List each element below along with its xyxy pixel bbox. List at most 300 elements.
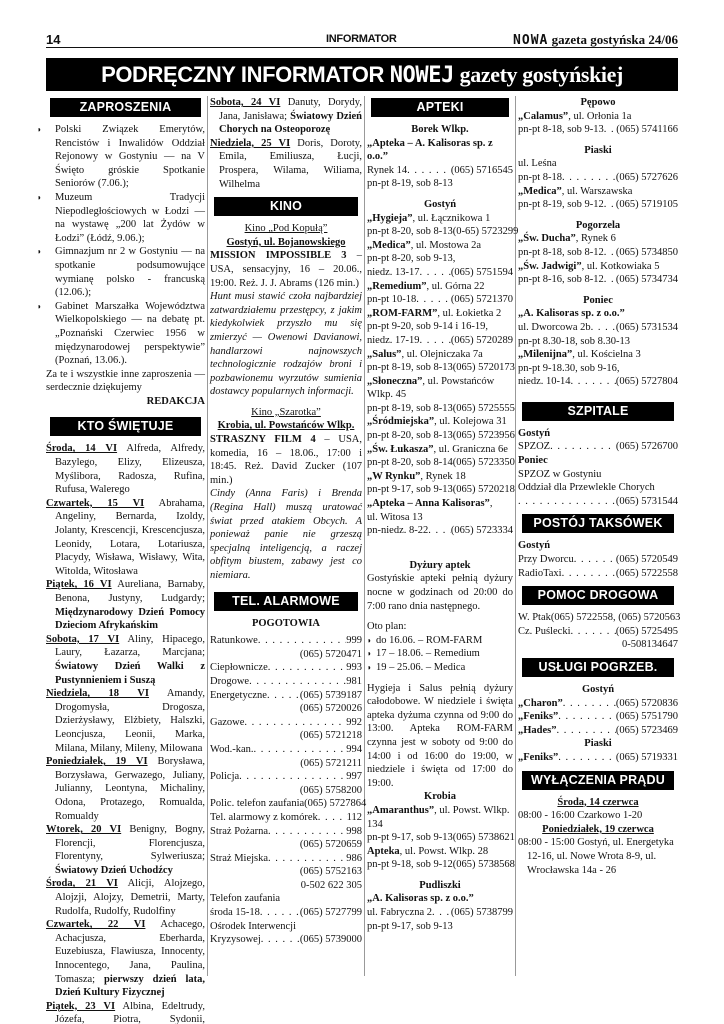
pharmacy-list-more: [367, 790, 513, 940]
taxi-row-dots: [562, 567, 616, 581]
emergency-phone-row-value: 993: [346, 662, 362, 674]
roadside-row: [518, 625, 678, 639]
duty-plan-text: 19 – 25.06. – Medica: [376, 661, 466, 673]
pharmacy-name: [367, 280, 513, 294]
pharmacy-address: , Rynek 6: [575, 233, 616, 245]
pharmacy-hours-row-value: (065) 5716545: [450, 164, 513, 176]
name-day-date: Czwartek, 15 VI: [46, 497, 145, 509]
banner-lead: PODRĘCZNY INFORMATOR: [101, 62, 384, 87]
funeral-row-value: (065) 5751790: [615, 711, 678, 723]
pharmacy-name: [367, 212, 513, 226]
invitation-item: [37, 245, 205, 299]
emergency-phone-row-value: (065) 5739000: [299, 934, 362, 946]
cinema-address: Krobia, ul. Powstańców Wlkp.: [217, 420, 355, 432]
pharmacy-hours: pn-pt 9-20, sob 9-14 i 16-19,: [367, 321, 489, 333]
pharmacy-hours-row-value: (065) 5725555: [452, 402, 515, 414]
roadside-row-label: Cz. Puślecki: [518, 625, 571, 637]
section-heading-zaproszenia: ZAPROSZENIA: [50, 98, 201, 117]
pharmacy-name-bold: „W Rynku”: [367, 470, 421, 482]
pharmacy-hours-row-value: (065) 5720289: [450, 334, 513, 346]
emergency-phone-list: [210, 634, 367, 947]
name-day-names: Alicji, Alojzego, Alojzji, Alojzy, Demetrii, Marty, Rudolfa, Rudolfy, Rudolfiny: [55, 878, 205, 917]
pharmacy-hours-row-dots: [571, 375, 616, 389]
pharmacy-hours-row-label: Rynek 14: [367, 164, 408, 176]
emergency-phone-row-dots: [261, 933, 300, 947]
taxi-row: [518, 567, 678, 581]
film-info: [210, 433, 362, 487]
pharmacy-hours-row-value: (065) 5738621: [452, 832, 515, 844]
name-day-date: Środa, 14 VI: [46, 443, 118, 455]
pharmacy-name-bold: „Salus”: [367, 348, 402, 360]
emergency-phone-row: [210, 661, 362, 675]
name-day-names: Abrahama, Angeliny, Bernarda, Izoldy, Jolanty, Krescencji, Krescencjusza, Leonidy, Lotara, Lotariusza, Placydy, Wisława, Wisławy, Wita, Witolda, Witosława: [55, 497, 205, 577]
spacer: [518, 212, 678, 219]
section-heading-kino: KINO: [214, 197, 358, 216]
pharmacy-hours-row-value: (065) 5741166: [616, 124, 678, 136]
emergency-phone-row-label: Polic. telefon zaufania: [210, 798, 305, 810]
taxi-list: [518, 553, 678, 580]
banner-tail: gazety gostyńskiej: [459, 62, 623, 87]
emergency-phone-row: [210, 675, 362, 689]
pharmacy-hours-row: [367, 831, 513, 845]
emergency-phone-row-value: 992: [346, 716, 362, 728]
duty-plan-label: Oto plan:: [367, 621, 407, 633]
pharmacy-name-bold: Apteka: [367, 845, 400, 857]
roadside-help-list: [518, 611, 681, 652]
pharmacy-hours-row: [367, 906, 513, 920]
pharmacy-hours-row: [367, 225, 519, 239]
pharmacy-hours-row-value: (065) 5731534: [615, 321, 678, 333]
pharmacy-hours-row-label: pn-niedz. 8-22: [367, 525, 429, 537]
invitation-item: [37, 300, 205, 368]
emergency-phone-row-value: 997: [346, 771, 362, 783]
name-day-entry: [210, 137, 362, 191]
pharmacy-hours-row-label: pn-pt 8-20, sob 8-14: [367, 457, 453, 469]
name-day-names: Doris, Doroty, Emila, Emiliusza, Łucji, Prospera, Wilama, Wiliama, Wilhelma: [219, 137, 362, 190]
pharmacy-name-bold: „Św. Łukasza”: [367, 443, 434, 455]
pharmacy-name: [367, 804, 513, 831]
emergency-phone-row: [210, 743, 362, 757]
duty-plan-item: [367, 647, 513, 661]
pharmacy-name: [518, 185, 678, 199]
funeral-town: Piaski: [584, 738, 612, 750]
pharmacy-name-bold: „Milenijna”: [518, 349, 573, 361]
bullet-icon: ◗: [37, 247, 42, 257]
pharmacy-hours: pn-pt 8.30-18, sob 8.30-13: [518, 335, 630, 347]
duty-plan-item: [367, 634, 513, 648]
emergency-phone-number: (065) 5720471: [299, 648, 362, 660]
section-heading-pomoc-drogowa: POMOC DROGOWA: [522, 586, 674, 605]
pharmacy-hours-row: [367, 858, 513, 872]
name-day-date: Czwartek, 22 VI: [46, 919, 146, 931]
banner-nowej: NOWEJ: [389, 63, 454, 88]
emergency-phone-row-value: 112: [346, 811, 362, 823]
bullet-icon: ◗: [37, 125, 42, 134]
pharmacy-name: [367, 137, 513, 164]
pharmacy-hours-row-value: (065) 5727626: [615, 171, 678, 183]
pharmacy-address: , ul. Łącznikowa 1: [412, 212, 491, 224]
pharmacy-hours-row-label: ul. Dworcowa 2b: [518, 321, 591, 333]
section-heading-tel-alarmowe: TEL. ALARMOWE: [214, 592, 358, 611]
pharmacy-hours-row-dots: [432, 906, 451, 920]
pharmacy-name-bold: „Apteka – A. Kalisoras sp. z o.o.”: [367, 137, 493, 163]
pharmacy-address: , ul. Łokietka 2: [437, 307, 502, 319]
emergency-phone-row-dots: [249, 675, 346, 689]
pharmacy-hours: pn-pt 8-20, sob 9-13,: [367, 253, 456, 265]
pharmacy-name-bold: „Słoneczna”: [367, 375, 423, 387]
page-number: 14: [46, 32, 61, 47]
outage-date: Środa, 14 czerwca: [557, 796, 639, 808]
pharmacy-address: , Rynek 18: [420, 470, 466, 482]
emergency-phone-row-label: Straż Miejska: [210, 852, 269, 864]
emergency-phone-row-label: Gazowe: [210, 716, 245, 728]
name-day-date: Wtorek, 20 VI: [46, 824, 122, 836]
pharmacy-town: Gostyń: [423, 198, 457, 210]
pharmacy-hours-row-label: niedz. 10-14: [518, 376, 571, 388]
issue-rest: gazeta gostyńska 24/06: [551, 32, 678, 47]
name-day-entry: [46, 823, 205, 877]
pharmacy-hours-row-label: ul. Fabryczna 2: [367, 907, 433, 919]
pharmacy-address: , ul. Powstańców Wlkp. 45: [367, 375, 495, 401]
funeral-row: [518, 710, 678, 724]
pharmacy-hours-row-label: pn-pt 8-19, sob 8-13: [367, 362, 453, 374]
section-heading-szpitale: SZPITALE: [522, 402, 674, 421]
pharmacy-hours-row-dots: [416, 293, 451, 307]
duty-title: Dyżury aptek: [409, 559, 471, 571]
funeral-row-dots: [558, 751, 616, 765]
emergency-phone-number: (065) 5752163: [299, 866, 362, 878]
pharmacy-address: , ul. Olejniczaka 7a: [401, 348, 483, 360]
cinema-name: Kino „Szarotka”: [251, 406, 321, 418]
emergency-phone-label: Telefon zaufania: [210, 893, 281, 905]
taxi-row-label: RadioTaxi: [518, 567, 562, 579]
emergency-phone-row-dots: [268, 825, 346, 839]
pharmacy-name-bold: „Amaranthus”: [367, 804, 435, 816]
issue-nowa: NOWA: [513, 33, 549, 48]
issue-label: [513, 32, 678, 48]
name-day-entry: [46, 687, 205, 755]
spacer: [367, 191, 513, 198]
duty-plan-list: [367, 634, 513, 675]
emergency-phone-row-label: Wod.-kan.: [210, 743, 254, 755]
pharmacy-address: , ul. Graniczna 6e: [433, 443, 508, 455]
pharmacy-list: [367, 123, 519, 545]
pharmacy-hours-row: [518, 375, 678, 389]
pharmacy-name: [367, 892, 513, 906]
invitation-item: [37, 123, 205, 191]
funeral-row: [518, 724, 678, 738]
emergency-phone-row: [210, 634, 362, 648]
section-heading-postoj-taksowek: POSTÓJ TAKSÓWEK: [522, 514, 674, 533]
taxi-row-dots: [574, 553, 616, 567]
emergency-phone-number: (065) 5721218: [299, 730, 362, 742]
pharmacy-hours-row: [518, 123, 678, 137]
cinema-list: [210, 222, 362, 589]
emergency-phone-row-dots: [244, 716, 346, 730]
pharmacy-hours-row-label: pn-pt 8-18, sob 8-12: [518, 246, 604, 258]
pharmacy-name-bold: „Medica”: [518, 185, 562, 197]
funeral-row: [518, 751, 678, 765]
emergency-phone-row-label: Policja: [210, 771, 240, 783]
funeral-row-label: „Feniks”: [518, 711, 559, 723]
emergency-phone-row-label: Ratunkowe: [210, 635, 258, 647]
taxi-town: Gostyń: [518, 540, 551, 552]
section-name: INFORMATOR: [326, 33, 397, 45]
name-day-names: Achacego, Achacjusza, Eberharda, Euzebiusza, Flawiusza, Innocenty, Innocentego, Jana, Paulina, Tomasza;: [55, 919, 205, 985]
funeral-row-value: (065) 5720836: [615, 697, 678, 709]
pharmacy-hours-row-label: pn-pt 8-19, sob 8-13: [367, 402, 453, 414]
pharmacy-hours-row: [518, 198, 678, 212]
pharmacy-hours-row-label: pn-pt 8-18: [518, 171, 563, 183]
emergency-phone-row-label: Kryzysowej: [210, 934, 261, 946]
duty-plan-text: 17 – 18.06. – Remedium: [376, 648, 480, 660]
spacer: [367, 872, 513, 879]
emergency-phone-row-value: 981: [346, 675, 362, 687]
taxi-row-label: Przy Dworcu: [518, 554, 574, 566]
name-day-observance: Światowy Dzień Chorych na Osteoporozę: [219, 110, 362, 136]
pharmacy-address: , ul. Powst. Wlkp. 134: [367, 804, 510, 830]
emergency-phone-row: [210, 811, 362, 825]
emergency-phone-row: [210, 797, 367, 811]
pharmacy-hours-row-value: (065) 5734850: [615, 246, 678, 258]
pharmacy-name-bold: „Hygieja”: [367, 212, 413, 224]
name-day-names: Aureliana, Barnaby, Benona, Justyny, Ludgardy;: [55, 579, 205, 604]
emergency-phone-row-value: (065) 5727799: [299, 907, 362, 919]
pharmacy-hours-row-dots: [604, 198, 616, 212]
pharmacy-town: Pępowo: [580, 97, 616, 108]
pharmacy-address: , ul. Górna 22: [426, 280, 485, 292]
pharmacy-town: Pogorzela: [575, 219, 621, 231]
emergency-phone-row-label: środa 15-18: [210, 907, 260, 919]
column-divider: [207, 96, 208, 976]
funeral-row-label: „Hades”: [518, 724, 557, 736]
column-divider: [364, 96, 365, 976]
pharmacy-name: [367, 415, 513, 429]
emergency-phone-row-value: (065) 5727864: [304, 798, 367, 810]
roadside-row-value: (065) 5725495: [615, 625, 678, 637]
film-description: Hunt musi stawić czoła najbardziej zatwardziałemu przestępcy, z jakim kiedykolwiek przyszło mu się zmierzyć — Owenowi Davianowi, handlarzowi najnowszych technologicznie rodzajów broni i pozbawionemu wyrzutów sumienia dostawcy popularnych informacji.: [210, 291, 362, 398]
pharmacy-hours-row: [367, 293, 513, 307]
pharmacy-hours-row-dots: [420, 266, 451, 280]
name-day-date: Niedziela, 18 VI: [46, 688, 149, 700]
name-day-entry: [46, 633, 205, 687]
pharmacy-hours-row: [367, 429, 513, 443]
name-day-entry: [46, 578, 205, 632]
taxi-row: [518, 553, 678, 567]
pharmacy-name: [367, 470, 513, 484]
pharmacy-name: [518, 157, 678, 171]
emergency-phone-row-dots: [268, 661, 347, 675]
emergency-phone-row-dots: [267, 689, 300, 703]
name-day-observance: pierwszy dzień lata, Dzień Kultury Fizycznej: [55, 973, 205, 999]
pharmacy-address: , ul. Kolejowa 31: [434, 416, 507, 428]
film-info: [210, 249, 362, 290]
spacer: [518, 287, 678, 294]
hospital-row: SPZOZ . . . (065) 5726700: [518, 440, 678, 454]
pharmacy-hours-row: [367, 524, 513, 538]
pharmacy-hours-row-value: (065) 5738799: [450, 907, 513, 919]
emergency-phone-row-label: Energetyczne: [210, 689, 267, 701]
pharmacy-name-bold: „Medica”: [367, 239, 411, 251]
name-day-date: Środa, 21 VI: [46, 878, 118, 890]
pharmacy-hours-row-dots: [604, 273, 616, 287]
roadside-row-label: W. Ptak: [518, 612, 551, 624]
pharmacy-hours-row-dots: [428, 524, 451, 538]
emergency-phone-row-value: (065) 5739187: [299, 689, 362, 701]
pharmacy-hours-row-label: pn-pt 10-18: [367, 294, 417, 306]
pharmacy-address: , ul. Orłonia 1a: [568, 110, 632, 122]
pharmacy-hours-row: [367, 361, 513, 375]
bullet-icon: ◗: [367, 635, 372, 645]
emergency-phone-number: (065) 5720026: [299, 703, 362, 715]
emergency-phone-row-label: Straż Pożarna: [210, 825, 269, 837]
name-day-date: Sobota, 17 VI: [46, 633, 120, 645]
pharmacy-name-bold: „Śródmiejska”: [367, 416, 435, 428]
name-days-list: [46, 442, 205, 1024]
bullet-icon: ◗: [367, 662, 372, 672]
invitation-item: [37, 191, 205, 245]
pharmacy-hours: ul. Witosa 13: [367, 511, 423, 523]
pharmacy-hours-row-value: (065) 5720173: [452, 362, 515, 374]
cinema-address: Gostyń, ul. Bojanowskiego: [226, 236, 346, 248]
pharmacy-hours-row-dots: [407, 164, 451, 178]
invitations-thanks: Za te i wszystkie inne zaproszenia — serdecznie dziękujemy: [46, 368, 205, 394]
film-title: MISSION IMPOSSIBLE 3: [210, 250, 347, 262]
section-heading-apteki: APTEKI: [371, 98, 509, 117]
outage-date: Poniedziałek, 19 czerwca: [542, 823, 654, 835]
spacer: [367, 933, 513, 940]
pharmacy-hours-row-value: (0-65) 5723299: [452, 226, 519, 238]
bullet-icon: ◗: [367, 649, 372, 659]
pharmacy-hours-row: [367, 402, 513, 416]
emergency-phone-number: (065) 5758200: [299, 784, 362, 796]
name-day-date: Piątek, 16 VI: [46, 579, 112, 591]
pharmacy-hours-row: [518, 273, 678, 287]
pharmacy-hours-row-label: pn-pt 9-17, sob 9-13: [367, 832, 453, 844]
pharmacy-address: , ul. Powst. Wlkp. 28: [399, 845, 489, 857]
emergency-phone-row-label: Drogowe: [210, 675, 250, 687]
pharmacy-hours-row-dots: [562, 171, 616, 185]
name-day-observance: Światowy Dzień Walki z Pustynnieniem i Suszą: [55, 660, 205, 686]
pharmacy-hours-row-value: (065) 5727804: [615, 376, 678, 388]
pharmacy-hours-row-value: (065) 5723350: [452, 457, 515, 469]
name-days-list-continued: [210, 96, 362, 191]
emergency-phone-row: [210, 906, 362, 920]
pharmacy-name: [518, 307, 678, 321]
pharmacy-hours-row: [367, 164, 513, 178]
roadside-row-dots: [571, 625, 616, 639]
outage-text: 08:00 - 15:00 Gostyń, ul. Energetyka 12-16, ul. Nowe Wrota 8-9, ul. Wrocławska 14a - 26: [518, 837, 674, 876]
invitation-text: Muzeum Tradycji Niepodległościowych w Łodzi — na wystawę „200 lat Żydów w Łodzi” (Łódź, 9.06.);: [55, 191, 205, 244]
pharmacy-name: [367, 443, 513, 457]
pharmacy-address: ul. Leśna: [518, 158, 557, 170]
pharmacy-name: [518, 348, 678, 362]
funeral-row-dots: [557, 724, 616, 738]
pharmacy-name: [367, 307, 513, 321]
emergency-phone-row-dots: [260, 906, 300, 920]
spacer: [210, 583, 362, 590]
pharmacy-hours-row-value: (065) 5738568: [452, 859, 515, 871]
name-day-date: Piątek, 23 VI: [46, 1000, 116, 1012]
emergency-phone-row: [210, 716, 362, 730]
emergency-phone-row: [210, 852, 362, 866]
film-title: STRASZNY FILM 4: [210, 434, 316, 446]
pharmacy-address: , ul. Mostowa 2a: [410, 239, 482, 251]
column-3: [367, 96, 519, 940]
name-day-entry: [46, 918, 205, 1000]
film-description: Cindy (Anna Faris) i Brenda (Regina Hall) muszą uratować świat przed atakiem Obcych. A ponieważ panie nie grzeszą specjalną inteligencją, a raczej obfitym biustem, zabawy jest co niemiara.: [210, 488, 362, 581]
pharmacy-name: [518, 232, 678, 246]
section-heading-uslugi-pogrzebowe: USŁUGI POGRZEB.: [522, 658, 674, 677]
emergency-phone-row-dots: [258, 634, 346, 648]
outage-text: 08:00 - 16:00 Czarkowo 1-20: [518, 810, 643, 822]
roadside-row: [518, 611, 681, 625]
emergency-phone-number: 0-502 622 305: [300, 879, 362, 891]
film-details: – USA, komedia, 16 – 18.06., 17:00 i 18:45. Reż. David Zucker (107 min.): [210, 434, 362, 486]
pharmacy-hours-row: [367, 456, 513, 470]
funeral-row-label: „Charon”: [518, 697, 563, 709]
page-header: [46, 31, 678, 48]
pharmacy-name-bold: „Calamus”: [518, 110, 569, 122]
spacer: [518, 137, 678, 144]
emergency-phone-row-label: Tel. alarmowy z komórek: [210, 811, 318, 823]
pharmacy-list-continued: [518, 96, 678, 396]
name-day-names: Albina, Edeltrudy, Józefa, Piotra, Sydonii,: [55, 1000, 205, 1024]
name-day-entry: [46, 877, 205, 918]
pharmacy-hours-row-label: pn-pt 8-20, sob 8-13: [367, 226, 453, 238]
emergency-phone-row-dots: [268, 852, 346, 866]
pharmacy-hours-row: [518, 321, 678, 335]
pharmacy-town: Piaski: [584, 144, 612, 156]
funeral-row-dots: [558, 710, 616, 724]
column-1: [37, 96, 206, 1024]
emergency-phone-row-label: Ciepłownicze: [210, 662, 268, 674]
emergency-phone-row: [210, 933, 362, 947]
duty-note: Hygieja i Salus pełnią dyżury całodobowe. W niedziele i święta apteka dyżuma czynna od 9:00 do 13:00. Apteka ROM-FARM czynna jest w soboty od 9:00 do 14:00 i od 16:00 do 19:00, w niedziele i święta od 17:00 do 19:00.: [367, 682, 513, 789]
name-day-names: Amandy, Drogomysła, Drogosza, Dzierżysławy, Elżbiety, Halszki, Leoncjusza, Leonii, Marka, Milana, Milany, Mileny, Milowana: [55, 688, 205, 754]
pharmacy-hours-row-value: (065) 5721370: [450, 294, 513, 306]
pharmacy-hours-row-label: pn-pt 9-17, sob 9-13: [367, 484, 453, 496]
pharmacy-name: [367, 497, 513, 511]
emergency-phone-row-value: 986: [346, 852, 362, 864]
emergency-phone-row-value: 994: [346, 743, 362, 755]
name-day-names: Alfreda, Alfredy, Bazylego, Elizy, Elizeusza, Myślibora, Radosza, Rufina, Rufusa, Walerego: [55, 443, 205, 496]
spacer: [210, 399, 362, 406]
duty-plan-item: [367, 661, 513, 675]
pharmacy-address: , ul. Warszawska: [561, 185, 633, 197]
funeral-row-value: (065) 5723469: [615, 724, 678, 736]
pharmacy-hours-row: [367, 334, 513, 348]
emergency-subtitle: POGOTOWIA: [251, 617, 321, 629]
pharmacy-hours-row: [518, 246, 678, 260]
pharmacy-hours: pn-pt 9-17, sob 9-13: [367, 920, 453, 932]
invitation-text: Polski Związek Emerytów, Rencistów i Inwalidów Oddział Rejonowy w Gostyniu — na V Święto gróskie Spotkanie Seniorów (7.06.);: [55, 124, 205, 190]
hospital-line: SPZOZ w Gostyniu: [518, 468, 602, 480]
pharmacy-hours-row-label: pn-pt 8-18, sob 9-13: [518, 124, 604, 136]
pharmacy-hours-row-value: (065) 5720218: [452, 484, 515, 496]
pharmacy-town: Krobia: [424, 791, 456, 803]
emergency-phone-row: [210, 689, 362, 703]
pharmacy-town: Borek Wlkp.: [411, 124, 469, 135]
pharmacy-hours-row-dots: [604, 246, 616, 260]
name-day-date: Niedziela, 25 VI: [210, 137, 291, 149]
pharmacy-town: Pudliszki: [419, 879, 461, 891]
invitations-list: [37, 123, 205, 368]
name-day-observance: Światowy Dzień Uchodźcy: [55, 864, 173, 876]
pharmacy-hours-row-value: (065) 5723334: [450, 525, 513, 537]
pharmacy-name: [367, 239, 513, 253]
pharmacy-name: [518, 110, 678, 124]
